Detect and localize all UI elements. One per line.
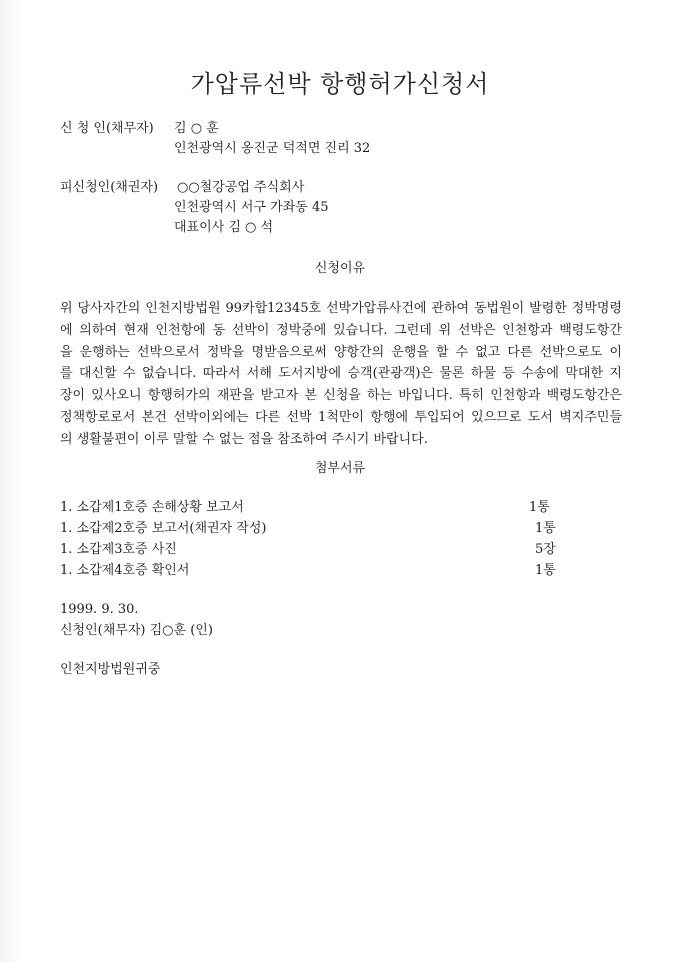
reason-heading: 신청이유	[314, 261, 366, 276]
applicant-address: 인천광역시 옹진군 덕적면 진리 32	[174, 141, 371, 156]
attachment-item: 1. 소갑제2호증 보고서(채권자 작성)	[60, 521, 267, 536]
applicant-name: 김 ○ 훈	[174, 121, 219, 136]
respondent-label: 피신청인(채권자)	[60, 180, 159, 195]
document-title: 가압류선박 항행허가신청서	[190, 70, 490, 98]
reason-line: 장이 있사오니 항행허가의 재판을 받고자 본 신청을 하는 바입니다. 특히 인천항과 백령도항간은	[60, 388, 622, 404]
reason-body	[60, 298, 622, 451]
attachment-item: 1. 소갑제4호증 확인서	[60, 563, 190, 578]
reason-line: 를 대신할 수 없습니다. 따라서 서해 도서지방에 승객(관광객)은 물론 하물 등 수송에 막대한 지	[60, 366, 622, 382]
attachment-qty: 1통	[535, 521, 556, 536]
reason-line: 을 운행하는 선박으로서 정박을 명받음으로써 양항간의 운행을 할 수 없고 다른 선박으로도 이	[60, 344, 622, 360]
applicant-label: 신 청 인(채무자)	[60, 121, 154, 136]
page-edge-shadow	[0, 0, 20, 962]
reason-line: 정책항로로서 본건 선박이외에는 다른 선박 1척만이 항행에 투입되어 있으므로 도서 벽지주민들	[60, 409, 622, 425]
attachment-item: 1. 소갑제3호증 사진	[60, 542, 177, 557]
respondent-address: 인천광역시 서구 가좌동 45	[174, 200, 329, 215]
respondent-representative: 대표이사 김 ○ 석	[174, 220, 274, 235]
attachment-qty: 1통	[535, 563, 556, 578]
reason-line: 위 당사자간의 인천지방법원 99카합12345호 선박가압류사건에 관하여 동법원이 발령한 정박명령	[60, 301, 622, 316]
document-date: 1999. 9. 30.	[60, 602, 139, 617]
attachment-item: 1. 소갑제1호증 손해상황 보고서	[60, 500, 244, 515]
reason-line: 에 의하여 현재 인천항에 동 선박이 정박중에 있습니다. 그런데 위 선박은 인천항과 백령도항간	[60, 322, 622, 338]
attachments-heading: 첨부서류	[314, 461, 366, 476]
applicant-signature: 신청인(채무자) 김○훈 (인)	[60, 623, 213, 638]
attachment-qty: 1통	[529, 500, 550, 515]
attachment-qty: 5장	[535, 542, 556, 557]
court-addressee: 인천지방법원귀중	[60, 662, 161, 677]
respondent-name: ○○철강공업 주식회사	[177, 180, 305, 195]
reason-line: 의 생활불편이 이루 말할 수 없는 점을 참조하여 주시기 바랍니다.	[60, 431, 428, 447]
